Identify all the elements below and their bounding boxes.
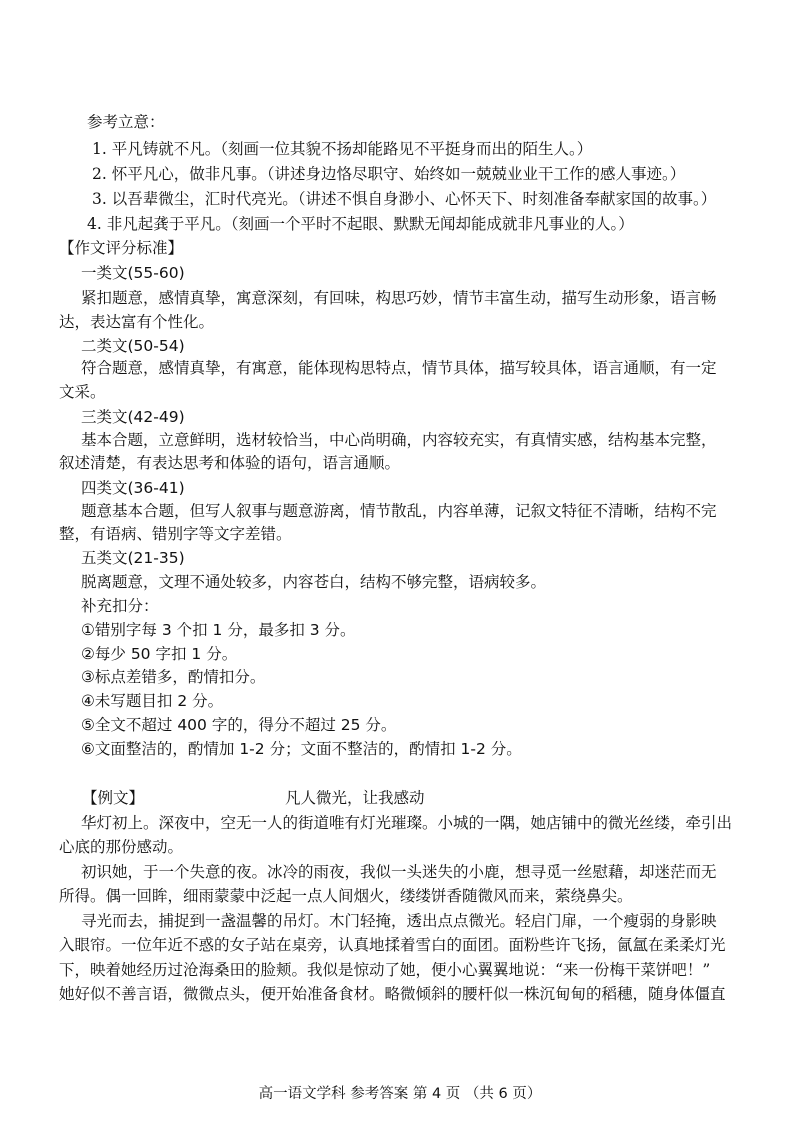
- grade-3-desc: 基本合题，立意鲜明，选材较恰当，中心尚明确，内容较充实，有真情实感，结构基本完整，: [81, 431, 717, 449]
- example-line-6: 入眼帘。一位年近不惑的女子站在桌旁，认真地揉着雪白的面团。面粉些许飞扬，氤氲在柔柔灯光: [59, 936, 726, 954]
- supplement-item-2: ②每少 50 字扣 1 分。: [81, 645, 238, 663]
- example-title: 凡人微光，让我感动: [285, 789, 425, 807]
- grade-1-desc-cont: 达，表达富有个性化。: [59, 313, 215, 331]
- grade-2-name: 二类文(50-54): [81, 337, 185, 355]
- example-label: 【例文】: [82, 789, 145, 807]
- grade-3-desc-cont: 叙述清楚，有表达思考和体验的语句，语言通顺。: [59, 454, 401, 472]
- intent-item-3: 3. 以吾辈微尘，汇时代亮光。（讲述不惧自身渺小、心怀天下、时刻准备奉献家国的故事。）: [92, 190, 717, 208]
- example-line-5: 寻光而去，捕捉到一盏温馨的吊灯。木门轻掩，透出点点微光。轻启门扉，一个瘦弱的身影映: [81, 912, 717, 930]
- grade-4-desc-cont: 整，有语病、错别字等文字差错。: [59, 525, 292, 543]
- page-footer: 高一语文学科 参考答案 第 4 页 （共 6 页）: [258, 1086, 542, 1102]
- example-line-1: 华灯初上。深夜中，空无一人的街道唯有灯光璀璨。小城的一隅，她店铺中的微光丝缕，牵引出: [81, 814, 733, 832]
- grade-5-name: 五类文(21-35): [81, 549, 185, 567]
- intent-title: 参考立意：: [87, 113, 165, 131]
- grade-4-name: 四类文(36-41): [81, 479, 185, 497]
- example-line-8: 她好似不善言语，微微点头，便开始准备食材。略微倾斜的腰杆似一株沉甸甸的稻穗，随身体僵直: [59, 985, 726, 1003]
- example-line-2: 心底的那份感动。: [59, 838, 184, 856]
- example-line-4: 所得。偶一回眸，细雨蒙蒙中泛起一点人间烟火，缕缕饼香随微风而来，萦绕鼻尖。: [59, 887, 633, 905]
- intent-item-1: 1. 平凡铸就不凡。（刻画一位其貌不扬却能路见不平挺身而出的陌生人。）: [92, 140, 593, 158]
- intent-item-4: 4. 非凡起龚于平凡。（刻画一个平时不起眼、默默无闻却能成就非凡事业的人。）: [87, 215, 634, 233]
- example-line-7: 下，映着她经历过沧海桑田的脸颊。我似是惊动了她，便小心翼翼地说：“来一份梅干菜饼吧！”: [59, 961, 711, 979]
- supplement-title: 补充扣分：: [81, 597, 159, 615]
- grade-4-desc: 题意基本合题，但写人叙事与题意游离，情节散乱，内容单薄，记叙文特征不清晰，结构不完: [81, 502, 717, 520]
- criteria-heading: 【作文评分标准】: [59, 239, 184, 257]
- grade-2-desc: 符合题意，感情真挚，有寓意，能体现构思特点，情节具体，描写较具体，语言通顺，有一定: [81, 359, 717, 377]
- grade-1-desc: 紧扣题意，感情真挚，寓意深刻，有回味，构思巧妙，情节丰富生动，描写生动形象，语言畅: [81, 289, 717, 307]
- supplement-item-1: ①错别字每 3 个扣 1 分，最多扣 3 分。: [81, 621, 356, 639]
- example-line-3: 初识她，于一个失意的夜。冰冷的雨夜，我似一头迷失的小鹿，想寻觅一丝慰藉，却迷茫而无: [81, 863, 717, 881]
- grade-3-name: 三类文(42-49): [81, 408, 185, 426]
- intent-item-2: 2. 怀平凡心，做非凡事。（讲述身边恪尽职守、始终如一兢兢业业干工作的感人事迹。）: [92, 165, 686, 183]
- supplement-item-4: ④未写题目扣 2 分。: [81, 692, 224, 710]
- grade-1-name: 一类文(55-60): [81, 264, 185, 282]
- supplement-item-5: ⑤全文不超过 400 字的，得分不超过 25 分。: [81, 716, 397, 734]
- supplement-item-3: ③标点差错多，酌情扣分。: [81, 668, 266, 686]
- grade-5-desc: 脱离题意，文理不通处较多，内容苍白，结构不够完整，语病较多。: [81, 573, 547, 591]
- grade-2-desc-cont: 文采。: [59, 383, 106, 401]
- supplement-item-6: ⑥文面整洁的，酌情加 1-2 分；文面不整洁的，酌情扣 1-2 分。: [81, 740, 522, 758]
